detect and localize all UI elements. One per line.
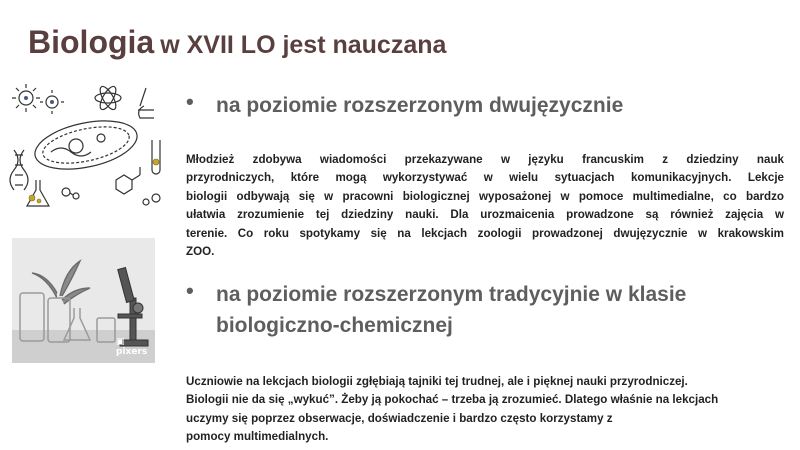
bullet-traditional-heading: na poziomie rozszerzonym tradycyjnie w klasie biologiczno-chemicznej <box>216 283 687 337</box>
bullet-bilingual-heading: na poziomie rozszerzonym dwujęzycznie <box>216 94 624 117</box>
title-rest: w XVII LO jest nauczana <box>160 31 447 59</box>
biology-sketch-illustration <box>6 80 166 210</box>
laboratory-photo <box>12 238 155 363</box>
bilingual-description: Młodzież zdobywa wiadomości przekazywane w języku francuskim z dziedziny nauk przyrodniczych, które mogą wykorzystywać w wielu sytuacjach komunikacyjnych. Lekcje biologii odbywają się w pracowni biologicznej wyposażonej w pomoce multimedialne, co bardzo ułatwia zrozumienie tej dziedziny nauki. Dla urozmaicenia prowadzone są również zajęcia w terenie. Co roku spotykamy się na lekcjach zoologii prowadzonej dwujęzycznie w krakowskim ZOO. <box>186 153 784 259</box>
traditional-description: Uczniowie na lekcjach biologii zgłębiają tajniki tej trudnej, ale i pięknej nauki przyrodniczej. Biologii nie da się „wykuć”. Żeby ją pokochać – trzeba ją zrozumieć. Dlatego właśnie na lekcjach uczymy się poprzez obserwacje, doświadczenie i bardzo często korzystamy z pomocy multimedialnych. <box>186 375 719 444</box>
pixers-watermark: ▣ pixers <box>116 337 148 357</box>
bullet-dot: • <box>186 278 194 303</box>
title-main: Biologia <box>28 24 155 60</box>
bullet-dot: • <box>186 89 194 114</box>
slide-title <box>28 26 446 58</box>
